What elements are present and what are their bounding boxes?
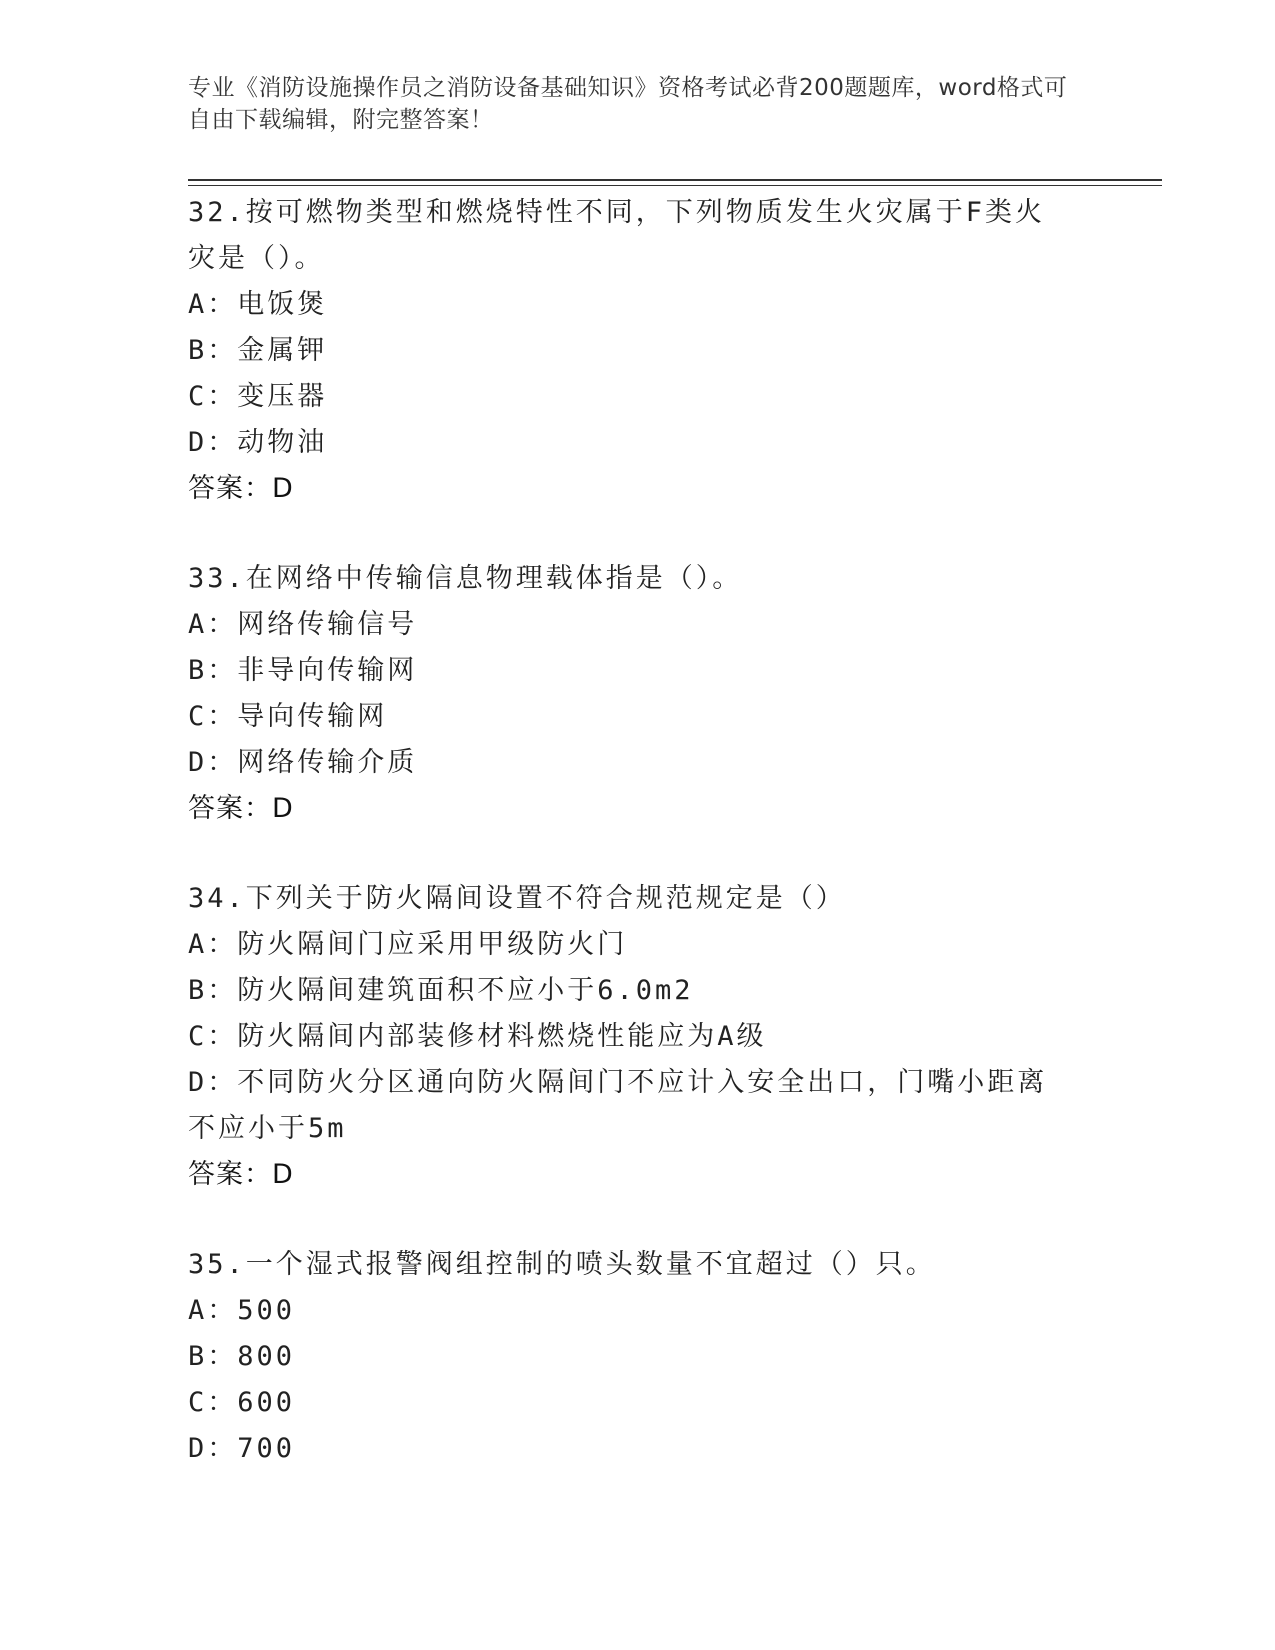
- option-a: A：防火隔间门应采用甲级防火门: [188, 929, 628, 960]
- option-c: C：变压器: [188, 381, 328, 412]
- question-list: [188, 190, 1088, 1516]
- option-c: C：防火隔间内部装修材料燃烧性能应为A级: [188, 1021, 767, 1052]
- question-text: 32.按可燃物类型和燃烧特性不同，下列物质发生火灾属于F类火灾是（）。: [188, 197, 1046, 274]
- answer: 答案：D: [188, 473, 294, 504]
- question-text: 34.下列关于防火隔间设置不符合规范规定是（）: [188, 883, 846, 914]
- option-d: D：动物油: [188, 427, 328, 458]
- question-34: [188, 876, 1088, 1198]
- option-c: C：600: [188, 1387, 296, 1418]
- option-c: C：导向传输网: [188, 701, 388, 732]
- option-b: B：防火隔间建筑面积不应小于6.0m2: [188, 975, 694, 1006]
- option-a: A：网络传输信号: [188, 609, 418, 640]
- answer: 答案：D: [188, 1159, 294, 1190]
- option-d: D：700: [188, 1433, 296, 1464]
- question-33: [188, 556, 1088, 832]
- answer: 答案：D: [188, 793, 294, 824]
- option-d: D：网络传输介质: [188, 747, 418, 778]
- question-35: [188, 1242, 1088, 1472]
- option-d: D：不同防火分区通向防火隔间门不应计入安全出口，门嘴小距离不应小于5m: [188, 1067, 1048, 1144]
- option-b: B：800: [188, 1341, 296, 1372]
- option-b: B：金属钾: [188, 335, 328, 366]
- header-divider-thick: [188, 179, 1162, 181]
- document-header: 专业《消防设施操作员之消防设备基础知识》资格考试必背200题题库，word格式可自由下载编辑，附完整答案！: [188, 75, 1068, 133]
- option-a: A：电饭煲: [188, 289, 328, 320]
- question-text: 33.在网络中传输信息物理载体指是（）。: [188, 563, 743, 594]
- header-divider-thin: [188, 185, 1162, 186]
- option-b: B：非导向传输网: [188, 655, 418, 686]
- option-a: A：500: [188, 1295, 296, 1326]
- question-text: 35.一个湿式报警阀组控制的喷头数量不宜超过（）只。: [188, 1249, 936, 1280]
- question-32: [188, 190, 1088, 512]
